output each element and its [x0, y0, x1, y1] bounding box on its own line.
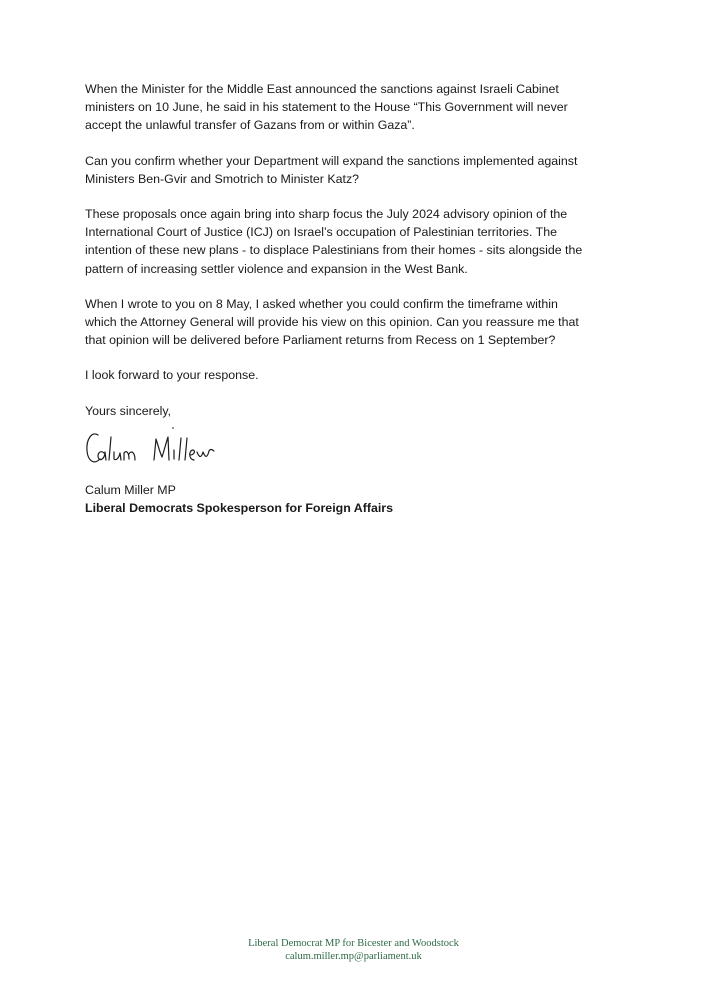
text-line: pattern of increasing settler violence and expansion in the West Bank. [85, 261, 468, 276]
text-line: Ministers Ben-Gvir and Smotrich to Minister Katz? [85, 171, 360, 186]
text-line: accept the unlawful transfer of Gazans from or within Gaza”. [85, 118, 415, 133]
text-line: intention of these new plans - to displace Palestinians from their homes - sits alongside the [85, 243, 583, 258]
letter-footer [0, 938, 707, 963]
text-line: Yours sincerely, [85, 403, 172, 418]
text-line: Can you confirm whether your Department will expand the sanctions implemented against [85, 153, 578, 168]
paragraph-sanctions-question [85, 152, 645, 188]
signature-block [85, 481, 393, 517]
handwritten-signature [84, 423, 224, 471]
text-line: When I wrote to you on 8 May, I asked whether you could confirm the timeframe within [85, 296, 558, 311]
signatory-name: Calum Miller MP [85, 483, 176, 497]
paragraph-closing [85, 366, 645, 384]
text-line: I look forward to your response. [85, 368, 259, 383]
text-line: These proposals once again bring into sharp focus the July 2024 advisory opinion of the [85, 207, 568, 222]
text-line: which the Attorney General will provide his view on this opinion. Can you reassure me that [85, 315, 579, 330]
footer-email: calum.miller.mp@parliament.uk [285, 950, 422, 962]
text-line: International Court of Justice (ICJ) on Israel’s occupation of Palestinian territories. The [85, 225, 557, 240]
paragraph-icj-opinion [85, 205, 645, 278]
signatory-role: Liberal Democrats Spokesperson for Foreign Affairs [85, 501, 394, 516]
paragraph-valediction [85, 402, 645, 420]
paragraph-attorney-general [85, 295, 645, 350]
text-line: ministers on 10 June, he said in his statement to the House “This Government will never [85, 100, 568, 115]
footer-constituency: Liberal Democrat MP for Bicester and Woodstock [248, 938, 459, 949]
text-line: that opinion will be delivered before Parliament returns from Recess on 1 September? [85, 333, 556, 348]
letter-body [85, 80, 645, 437]
paragraph-sanctions-statement [85, 80, 645, 135]
text-line: When the Minister for the Middle East announced the sanctions against Israeli Cabinet [85, 82, 559, 96]
